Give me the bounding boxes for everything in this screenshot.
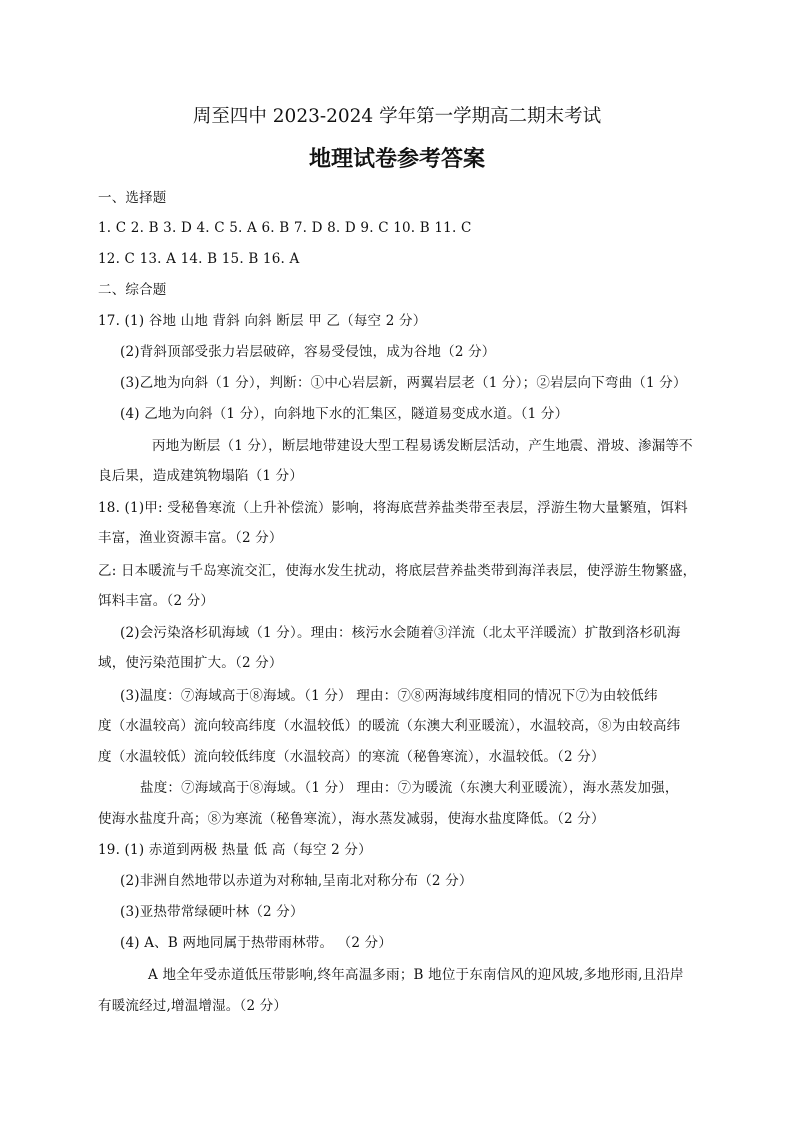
answer-line: 域，使污染范围扩大。（2 分） [98,655,283,671]
answer-line: 盐度：⑦海域高于⑧海域。（1 分） 理由：⑦为暖流（东澳大利亚暖流），海水蒸发加强， [140,780,679,796]
document-title: 地理试卷参考答案 [308,147,485,172]
answer-line: (4) A、B 两地同属于热带雨林带。 （2 分） [120,935,393,951]
exam-title: 周至四中 2023-2024 学年第一学期高二期末考试 [192,106,602,127]
answer-line: 有暖流经过,增温增湿。（2 分） [98,998,288,1014]
answer-line: (3)温度：⑦海域高于⑧海域。（1 分） 理由：⑦⑧两海域纬度相同的情况下⑦为由较低纬 [120,688,658,704]
answer-line: 度（水温较低）流向较低纬度（水温较高）的寒流（秘鲁寒流），水温较低。（2 分） [98,749,605,765]
answer-line: 丰富，渔业资源丰富。（2 分） [98,530,283,546]
answer-line: (2)背斜顶部受张力岩层破碎，容易受侵蚀，成为谷地（2 分） [120,344,496,360]
answer-line: A 地全年受赤道低压带影响,终年高温多雨；B 地位于东南信风的迎风坡,多地形雨,且沿岸 [148,967,684,983]
answer-line: 丙地为断层（1 分），断层地带建设大型工程易诱发断层活动，产生地震、滑坡、渗漏等不 [152,438,693,454]
answer-line: (3)亚热带常绿硬叶林（2 分） [120,904,304,920]
answer-line: (2)非洲自然地带以赤道为对称轴,呈南北对称分布（2 分） [120,873,473,889]
answer-line: 12. C 13. A 14. B 15. B 16. A [98,251,300,267]
answer-line: (2)会污染洛杉矶海域（1 分）。理由：核污水会随着③洋流（北太平洋暖流）扩散到洛杉矶海 [120,625,681,641]
answer-line: 19. (1) 赤道到两极 热量 低 高（每空 2 分） [98,842,372,858]
answer-line: 饵料丰富。（2 分） [98,593,215,609]
section-heading: 一、选择题 [98,190,167,206]
answer-line: 度（水温较高）流向较高纬度（水温较低）的暖流（东澳大利亚暖流），水温较高，⑧为由较高纬 [98,718,681,734]
answer-line: 良后果，造成建筑物塌陷（1 分） [98,468,304,484]
answer-line: 17. (1) 谷地 山地 背斜 向斜 断层 甲 乙（每空 2 分） [98,313,427,329]
answer-line: (4) 乙地为向斜（1 分），向斜地下水的汇集区，隧道易变成水道。（1 分） [120,406,569,422]
answer-line: 1. C 2. B 3. D 4. C 5. A 6. B 7. D 8. D 9. C 10. B 11. C [98,220,472,236]
answer-line: 使海水盐度升高；⑧为寒流（秘鲁寒流），海水蒸发减弱，使海水盐度降低。（2 分） [98,811,605,827]
answer-line: 18. (1)甲: 受秘鲁寒流（上升补偿流）影响，将海底营养盐类带至表层，浮游生物大量繁殖，饵料 [98,500,688,516]
answer-line: (3)乙地为向斜（1 分），判断：①中心岩层新，两翼岩层老（1 分）；②岩层向下弯曲（1 分） [120,375,687,391]
section-heading: 二、综合题 [98,282,167,298]
answer-line: 乙: 日本暖流与千岛寒流交汇，使海水发生扰动，将底层营养盐类带到海洋表层，使浮游生物繁盛， [98,563,697,579]
